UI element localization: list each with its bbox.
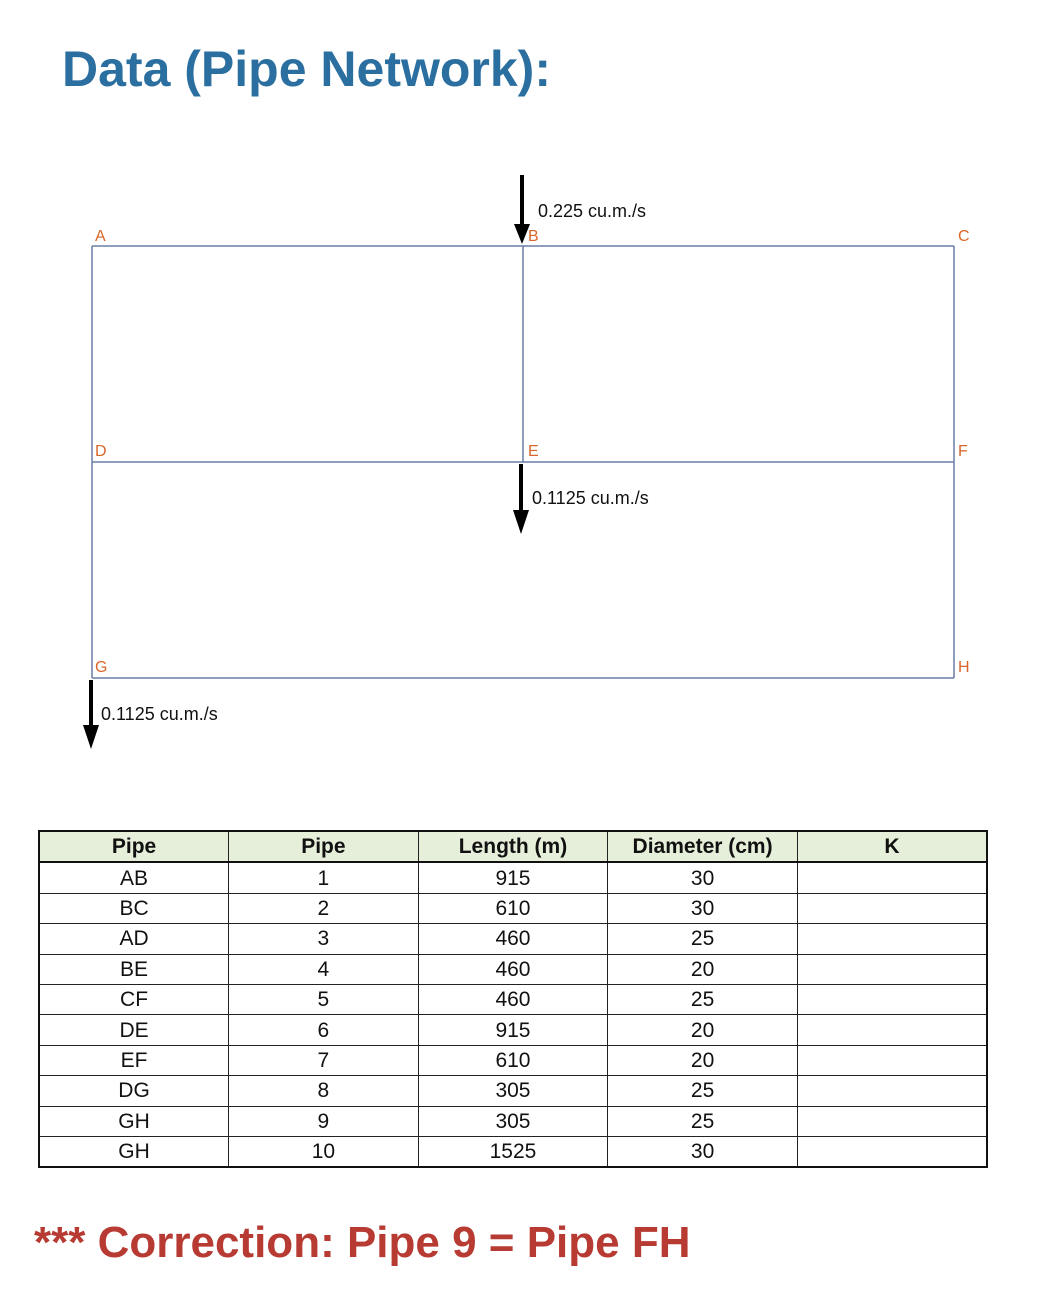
cell-length: 460 [418, 924, 608, 954]
cell-diameter: 25 [608, 1076, 798, 1106]
table-row [39, 1106, 987, 1136]
cell-diameter: 25 [608, 924, 798, 954]
table-row [39, 1136, 987, 1167]
cell-k [797, 1106, 987, 1136]
cell-k [797, 1015, 987, 1045]
outflow-arrow-e [513, 464, 529, 534]
table-row [39, 924, 987, 954]
flow-label-b: 0.225 cu.m./s [538, 201, 647, 221]
cell-k [797, 954, 987, 984]
flow-label-e: 0.1125 cu.m./s [532, 488, 649, 508]
cell-pipe-number: 10 [229, 1136, 419, 1167]
cell-k [797, 1045, 987, 1075]
cell-k [797, 1076, 987, 1106]
table-row [39, 984, 987, 1014]
cell-length: 305 [418, 1076, 608, 1106]
cell-pipe-name: CF [39, 984, 229, 1014]
cell-pipe-number: 3 [229, 924, 419, 954]
cell-diameter: 30 [608, 893, 798, 923]
cell-pipe-name: GH [39, 1106, 229, 1136]
cell-length: 460 [418, 984, 608, 1014]
cell-diameter: 20 [608, 954, 798, 984]
cell-pipe-number: 7 [229, 1045, 419, 1075]
cell-pipe-number: 2 [229, 893, 419, 923]
cell-diameter: 20 [608, 1015, 798, 1045]
cell-length: 610 [418, 1045, 608, 1075]
cell-pipe-name: AD [39, 924, 229, 954]
table-row [39, 1045, 987, 1075]
cell-length: 610 [418, 893, 608, 923]
outflow-arrow-g [83, 680, 99, 749]
cell-pipe-number: 9 [229, 1106, 419, 1136]
node-label-g: G [95, 659, 108, 676]
table-header-row [39, 831, 987, 862]
cell-diameter: 25 [608, 984, 798, 1014]
header-length: Length (m) [418, 831, 608, 862]
table-row [39, 893, 987, 923]
cell-k [797, 893, 987, 923]
table-row [39, 954, 987, 984]
cell-pipe-number: 5 [229, 984, 419, 1014]
cell-pipe-number: 6 [229, 1015, 419, 1045]
cell-length: 915 [418, 862, 608, 893]
node-label-a: A [95, 228, 106, 245]
node-label-e: E [528, 443, 539, 460]
cell-diameter: 30 [608, 1136, 798, 1167]
cell-k [797, 984, 987, 1014]
cell-pipe-name: DE [39, 1015, 229, 1045]
cell-pipe-name: BC [39, 893, 229, 923]
node-label-h: H [958, 659, 970, 676]
table-row [39, 862, 987, 893]
node-label-f: F [958, 443, 968, 460]
cell-length: 460 [418, 954, 608, 984]
cell-length: 305 [418, 1106, 608, 1136]
cell-k [797, 862, 987, 893]
header-k: K [797, 831, 987, 862]
cell-pipe-name: DG [39, 1076, 229, 1106]
cell-pipe-number: 4 [229, 954, 419, 984]
cell-pipe-name: GH [39, 1136, 229, 1167]
header-pipe-name: Pipe [39, 831, 229, 862]
cell-pipe-name: AB [39, 862, 229, 893]
cell-k [797, 1136, 987, 1167]
table-row [39, 1076, 987, 1106]
node-label-d: D [95, 443, 107, 460]
cell-diameter: 20 [608, 1045, 798, 1075]
node-label-c: C [958, 228, 970, 245]
header-pipe-number: Pipe [229, 831, 419, 862]
cell-length: 1525 [418, 1136, 608, 1167]
correction-note: *** Correction: Pipe 9 = Pipe FH [34, 1218, 691, 1267]
table-row [39, 1015, 987, 1045]
node-label-b: B [528, 228, 539, 245]
cell-pipe-number: 1 [229, 862, 419, 893]
flow-label-g: 0.1125 cu.m./s [101, 704, 218, 724]
cell-pipe-number: 8 [229, 1076, 419, 1106]
cell-length: 915 [418, 1015, 608, 1045]
header-diameter: Diameter (cm) [608, 831, 798, 862]
pipe-data-table [38, 830, 988, 1168]
cell-diameter: 30 [608, 862, 798, 893]
page-title: Data (Pipe Network): [62, 41, 551, 97]
cell-pipe-name: EF [39, 1045, 229, 1075]
cell-k [797, 924, 987, 954]
cell-pipe-name: BE [39, 954, 229, 984]
cell-diameter: 25 [608, 1106, 798, 1136]
